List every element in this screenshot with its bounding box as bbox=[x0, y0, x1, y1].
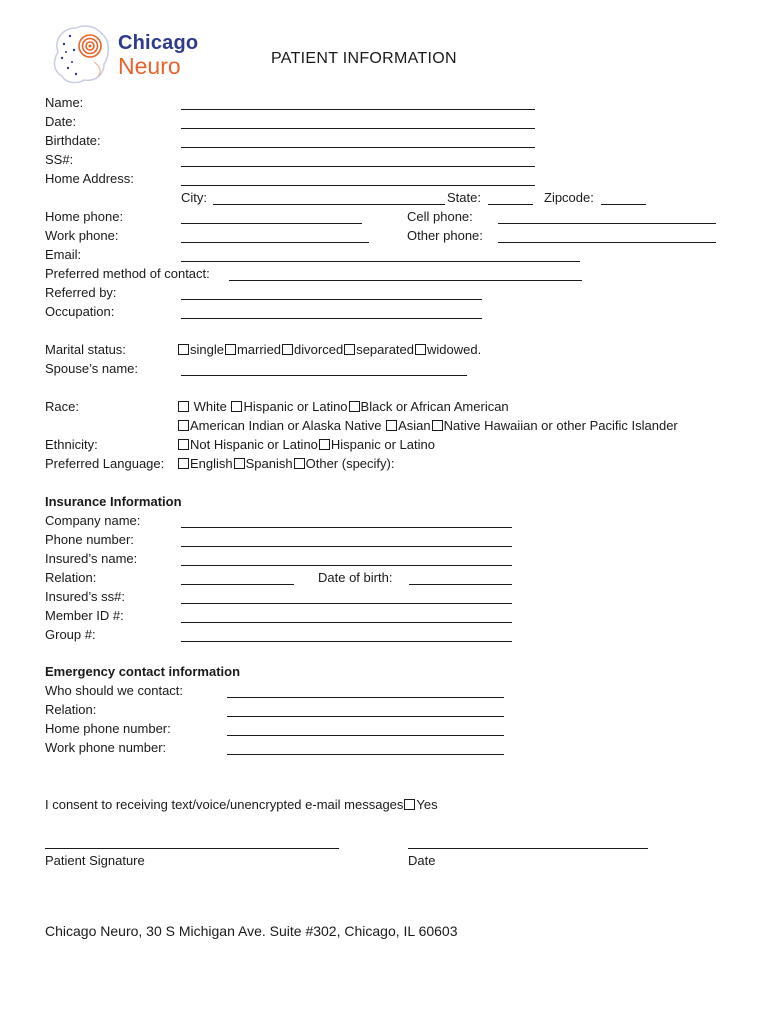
option-black: Black or African American bbox=[360, 399, 509, 414]
label-member-id: Member ID #: bbox=[45, 608, 124, 623]
checkbox-hispanic-race[interactable] bbox=[231, 401, 242, 412]
field-date-of-birth[interactable] bbox=[409, 584, 512, 585]
race-options-row1 bbox=[177, 399, 509, 415]
label-preferred-contact: Preferred method of contact: bbox=[45, 266, 210, 281]
field-home-phone[interactable] bbox=[181, 223, 362, 224]
option-single: single bbox=[190, 342, 224, 357]
checkbox-married[interactable] bbox=[225, 344, 236, 355]
consent-yes-label: Yes bbox=[416, 797, 438, 812]
emergency-heading: Emergency contact information bbox=[45, 664, 241, 679]
footer-address: Chicago Neuro, 30 S Michigan Ave. Suite #302, Chicago, IL 60603 bbox=[45, 923, 458, 939]
race-options-row2 bbox=[177, 418, 678, 434]
field-home-address[interactable] bbox=[181, 185, 535, 186]
checkbox-white[interactable] bbox=[178, 401, 189, 412]
label-referred-by: Referred by: bbox=[45, 285, 117, 300]
label-insured-name: Insured’s name: bbox=[45, 551, 138, 566]
field-emergency-relation[interactable] bbox=[227, 716, 504, 717]
checkbox-hispanic[interactable] bbox=[319, 439, 330, 450]
field-state[interactable] bbox=[488, 204, 533, 205]
label-who-to-contact: Who should we contact: bbox=[45, 683, 184, 698]
option-separated: separated bbox=[356, 342, 415, 357]
marital-options bbox=[177, 342, 481, 358]
field-occupation[interactable] bbox=[181, 318, 482, 319]
checkbox-black[interactable] bbox=[349, 401, 360, 412]
option-american-indian: American Indian or Alaska Native bbox=[190, 418, 382, 433]
field-email[interactable] bbox=[181, 261, 580, 262]
label-cell-phone: Cell phone: bbox=[407, 209, 473, 224]
option-hispanic: Hispanic or Latino bbox=[330, 437, 435, 452]
field-insured-name[interactable] bbox=[181, 565, 512, 566]
checkbox-consent-yes[interactable] bbox=[404, 799, 415, 810]
page-title: PATIENT INFORMATION bbox=[271, 50, 457, 67]
field-emergency-work-phone[interactable] bbox=[227, 754, 504, 755]
field-company-name[interactable] bbox=[181, 527, 512, 528]
label-name: Name: bbox=[45, 95, 84, 110]
label-home-address: Home Address: bbox=[45, 171, 134, 186]
field-city[interactable] bbox=[213, 204, 445, 205]
label-spouse-name: Spouse’s name: bbox=[45, 361, 138, 376]
checkbox-native-hawaiian[interactable] bbox=[432, 420, 443, 431]
field-birthdate[interactable] bbox=[181, 147, 535, 148]
checkbox-widowed[interactable] bbox=[415, 344, 426, 355]
option-divorced: divorced bbox=[294, 342, 344, 357]
logo-text-chicago: Chicago bbox=[118, 32, 199, 54]
option-white: White bbox=[193, 399, 227, 414]
field-ss[interactable] bbox=[181, 166, 535, 167]
label-work-phone: Work phone: bbox=[45, 228, 119, 243]
label-emergency-work-phone: Work phone number: bbox=[45, 740, 167, 755]
label-ss: SS#: bbox=[45, 152, 74, 167]
option-married: married bbox=[236, 342, 282, 357]
checkbox-not-hispanic[interactable] bbox=[178, 439, 189, 450]
option-english: English bbox=[190, 456, 233, 471]
field-who-to-contact[interactable] bbox=[227, 697, 504, 698]
label-insurance-relation: Relation: bbox=[45, 570, 97, 585]
field-other-phone[interactable] bbox=[498, 242, 716, 243]
label-occupation: Occupation: bbox=[45, 304, 115, 319]
label-preferred-language: Preferred Language: bbox=[45, 456, 165, 471]
checkbox-separated[interactable] bbox=[344, 344, 355, 355]
label-insurance-phone: Phone number: bbox=[45, 532, 134, 547]
checkbox-spanish[interactable] bbox=[234, 458, 245, 469]
checkbox-american-indian[interactable] bbox=[178, 420, 189, 431]
option-not-hispanic: Not Hispanic or Latino bbox=[190, 437, 318, 452]
logo bbox=[50, 22, 200, 86]
option-hispanic-race: Hispanic or Latino bbox=[243, 399, 348, 414]
field-emergency-home-phone[interactable] bbox=[227, 735, 504, 736]
label-other-phone: Other phone: bbox=[407, 228, 483, 243]
label-company-name: Company name: bbox=[45, 513, 141, 528]
option-other-language: Other (specify): bbox=[305, 456, 395, 471]
field-group[interactable] bbox=[181, 641, 512, 642]
field-signature-date[interactable] bbox=[408, 848, 648, 849]
checkbox-english[interactable] bbox=[178, 458, 189, 469]
field-name[interactable] bbox=[181, 109, 535, 110]
label-birthdate: Birthdate: bbox=[45, 133, 101, 148]
language-options bbox=[177, 456, 394, 472]
label-state: State: bbox=[447, 190, 481, 205]
field-member-id[interactable] bbox=[181, 622, 512, 623]
checkbox-other-language[interactable] bbox=[294, 458, 305, 469]
label-zipcode: Zipcode: bbox=[544, 190, 594, 205]
label-city: City: bbox=[181, 190, 207, 205]
field-cell-phone[interactable] bbox=[498, 223, 716, 224]
label-date-of-birth: Date of birth: bbox=[318, 570, 393, 585]
option-widowed: widowed. bbox=[427, 342, 482, 357]
checkbox-asian[interactable] bbox=[386, 420, 397, 431]
logo-text-neuro: Neuro bbox=[118, 53, 181, 79]
field-preferred-contact[interactable] bbox=[229, 280, 582, 281]
label-home-phone: Home phone: bbox=[45, 209, 124, 224]
brain-logo-icon bbox=[50, 22, 112, 86]
checkbox-single[interactable] bbox=[178, 344, 189, 355]
ethnicity-options bbox=[177, 437, 435, 453]
field-date[interactable] bbox=[181, 128, 535, 129]
label-marital-status: Marital status: bbox=[45, 342, 126, 357]
label-insured-ss: Insured’s ss#: bbox=[45, 589, 125, 604]
field-work-phone[interactable] bbox=[181, 242, 369, 243]
field-spouse-name[interactable] bbox=[181, 375, 467, 376]
field-insurance-phone[interactable] bbox=[181, 546, 512, 547]
consent-text: I consent to receiving text/voice/unencrypted e-mail messages bbox=[45, 797, 404, 812]
label-email: Email: bbox=[45, 247, 82, 262]
field-referred-by[interactable] bbox=[181, 299, 482, 300]
checkbox-divorced[interactable] bbox=[282, 344, 293, 355]
field-insured-ss[interactable] bbox=[181, 603, 512, 604]
label-emergency-home-phone: Home phone number: bbox=[45, 721, 171, 736]
option-spanish: Spanish bbox=[245, 456, 293, 471]
field-insurance-relation[interactable] bbox=[181, 584, 294, 585]
insurance-heading: Insurance Information bbox=[45, 494, 182, 509]
option-asian: Asian bbox=[398, 418, 431, 433]
field-zipcode[interactable] bbox=[601, 204, 646, 205]
field-patient-signature[interactable] bbox=[45, 848, 339, 849]
label-date: Date: bbox=[45, 114, 77, 129]
label-race: Race: bbox=[45, 399, 79, 414]
label-group: Group #: bbox=[45, 627, 96, 642]
option-native-hawaiian: Native Hawaiian or other Pacific Islander bbox=[443, 418, 678, 433]
label-signature-date: Date bbox=[408, 853, 436, 868]
label-patient-signature: Patient Signature bbox=[45, 853, 145, 868]
consent-row bbox=[45, 797, 438, 813]
label-ethnicity: Ethnicity: bbox=[45, 437, 98, 452]
label-emergency-relation: Relation: bbox=[45, 702, 97, 717]
